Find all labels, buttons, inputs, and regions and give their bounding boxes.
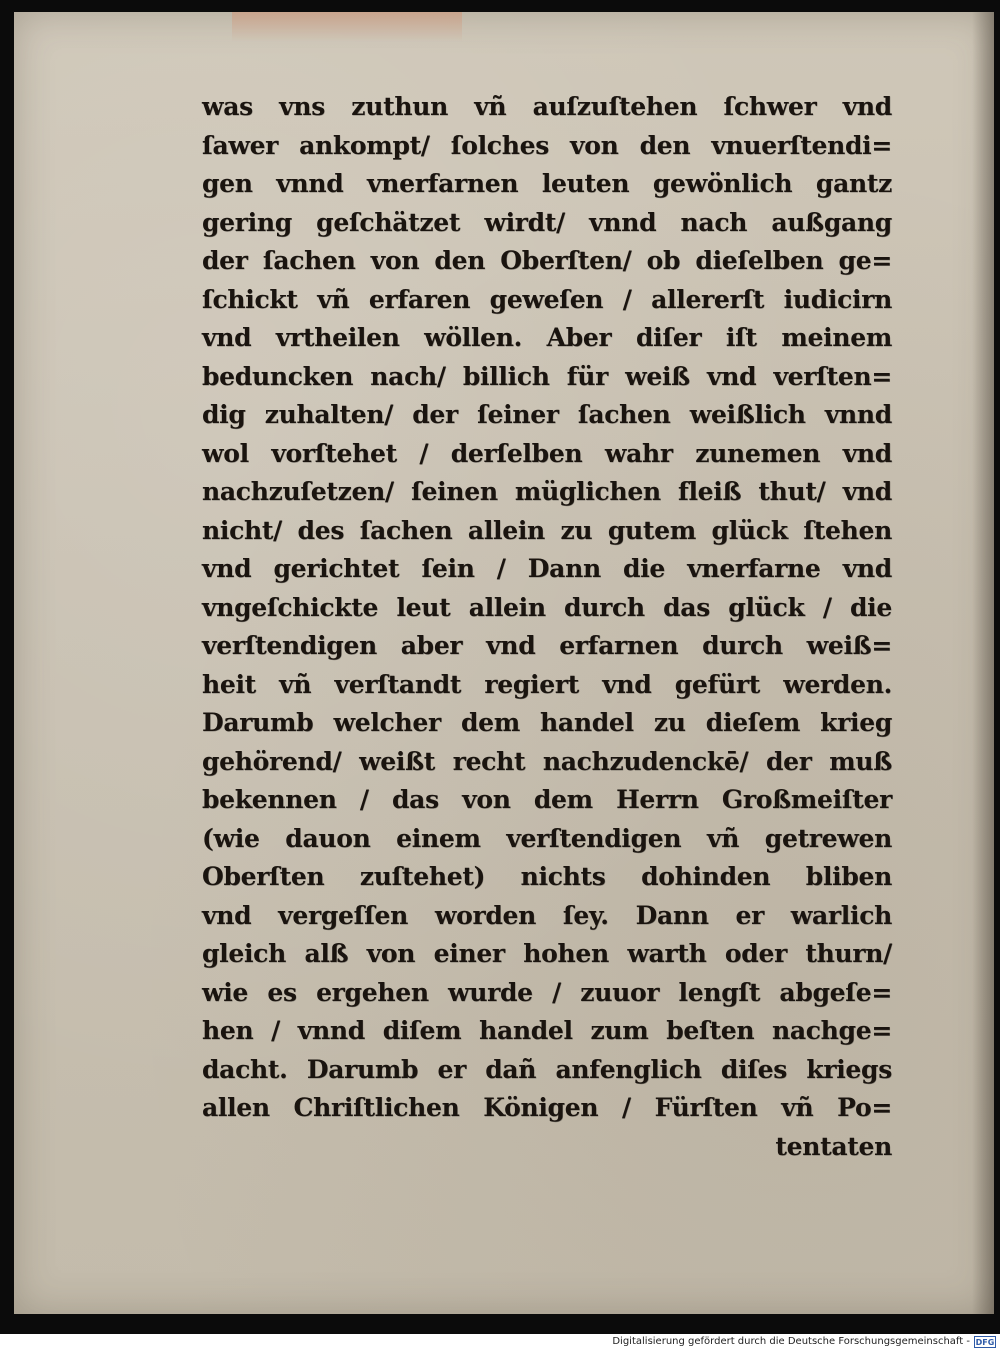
text-line: Darumb welcher dem handel zu dieſem krieg xyxy=(202,708,892,737)
text-line: nicht/ des ſachen allein zu gutem glück ſtehen xyxy=(202,515,892,545)
text-line: (wie dauon einem verſtendigen vñ getrewen xyxy=(202,823,892,853)
text-line: beduncken nach/ billich für weiß vnd verſten= xyxy=(202,361,892,391)
text-line: gen vnnd vnerfarnen leuten gewönlich gantz xyxy=(202,169,892,198)
text-line: dig zuhalten/ der ſeiner ſachen weißlich vnnd xyxy=(202,400,892,429)
text-line: heit vñ verſtandt regiert vnd gefürt werden. xyxy=(202,669,892,699)
text-line: vnd vergeſſen worden ſey. Dann er warlich xyxy=(202,900,892,930)
text-line: der ſachen von den Oberſten/ ob dieſelben ge= xyxy=(202,246,892,275)
text-line: Oberſten zuſtehet) nichts dohinden bliben xyxy=(202,862,892,891)
page-text-block xyxy=(202,88,892,1166)
dfg-logo-icon: DFG xyxy=(975,1338,995,1347)
paper-stain xyxy=(232,12,462,42)
text-line: dacht. Darumb er dañ anfenglich diſes kriegs xyxy=(202,1054,892,1084)
text-line: gehörend/ weißt recht nachzudenckē/ der muß xyxy=(202,746,892,776)
text-line: vnd vrtheilen wöllen. Aber diſer iſt meinem xyxy=(202,323,892,352)
text-line: allen Chriſtlichen Königen / Fürſten vñ Po= xyxy=(202,1093,892,1122)
text-line: ſawer ankompt/ ſolches von den vnuerſtendi= xyxy=(202,130,892,160)
text-line: bekennen / das von dem Herrn Großmeiſter xyxy=(202,785,892,814)
funding-credit: Digitalisierung gefördert durch die Deutsche Forschungsgemeinschaft - xyxy=(612,1336,970,1347)
text-line: verſtendigen aber vnd erfarnen durch weiß= xyxy=(202,631,892,660)
catchword: tentaten xyxy=(775,1131,892,1161)
text-line: was vns zuthun vñ auſzuſtehen ſchwer vnd xyxy=(202,92,892,121)
text-line: vngeſchickte leut allein durch das glück / die xyxy=(202,592,892,622)
footer-bar xyxy=(0,1334,1000,1351)
text-line: wol vorſtehet / derſelben wahr zunemen vnd xyxy=(202,438,892,468)
text-line: nachzuſetzen/ ſeinen müglichen fleiß thut/ vnd xyxy=(202,477,892,506)
page-edge-shadow xyxy=(972,12,994,1314)
text-line: wie es ergehen wurde / zuuor lengſt abgeſe= xyxy=(202,977,892,1007)
text-line: vnd gerichtet ſein / Dann die vnerfarne vnd xyxy=(202,554,892,583)
text-line: ſchickt vñ erfaren geweſen / allererſt iudicirn xyxy=(202,284,892,314)
text-line: hen / vnnd diſem handel zum beſten nachge= xyxy=(202,1016,892,1045)
text-line: gering geſchätzet wirdt/ vnnd nach außgang xyxy=(202,207,892,237)
text-line: gleich alß von einer hohen warth oder thurn/ xyxy=(202,939,892,968)
